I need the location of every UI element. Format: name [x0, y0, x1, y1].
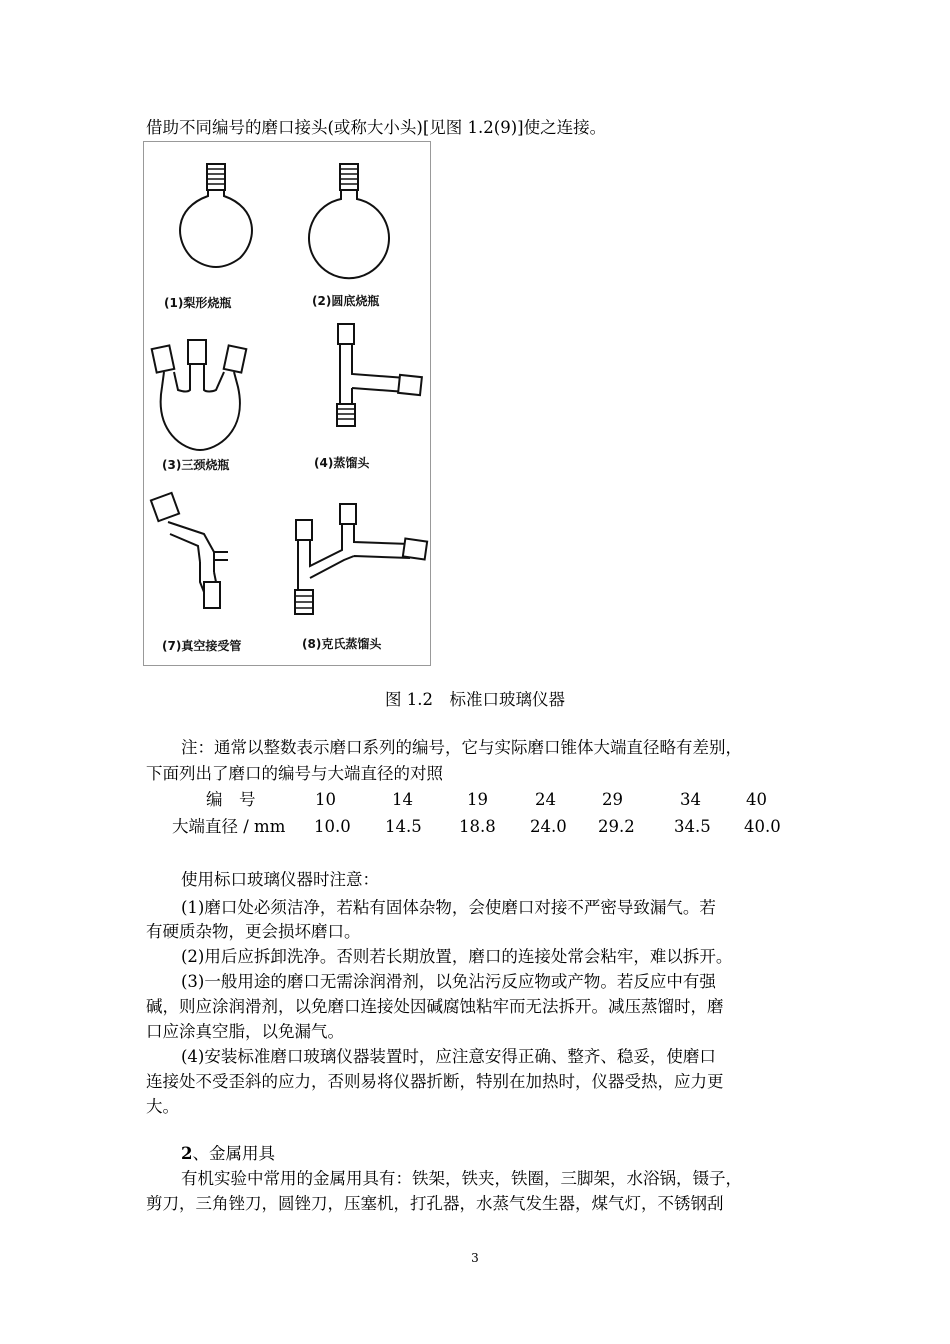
section-number: 2	[181, 1144, 193, 1163]
usage-p3-line-3: 口应涂真空脂，以免漏气。	[146, 1022, 344, 1041]
pear-flask-drawing	[180, 164, 252, 267]
figure-label-7: (7)真空接受管	[162, 639, 242, 653]
table-cell: 19	[467, 790, 488, 809]
section-line-2: 剪刀，三角锉刀，圆锉刀，压塞机，打孔器，水蒸气发生器，煤气灯，不锈钢刮	[146, 1194, 724, 1213]
figure-label-1: (1)梨形烧瓶	[164, 296, 232, 310]
usage-p4-line-2: 连接处不受歪斜的应力，否则易将仪器折断，特别在加热时，仪器受热，应力更	[146, 1072, 724, 1091]
claisen-head-drawing	[295, 504, 427, 614]
size-table	[0, 788, 950, 840]
figure-label-8: (8)克氏蒸馏头	[302, 637, 382, 651]
glassware-figure	[143, 141, 431, 666]
table-cell: 10	[315, 790, 336, 809]
table-cell: 24.0	[530, 817, 567, 836]
usage-title: 使用标口玻璃仪器时注意：	[181, 870, 379, 889]
figure-caption: 图 1.2 标准口玻璃仪器	[385, 690, 565, 709]
figure-label-2: (2)圆底烧瓶	[312, 294, 380, 308]
section-line-1: 有机实验中常用的金属用具有：铁架，铁夹，铁圈，三脚架，水浴锅，镊子，	[181, 1169, 742, 1188]
usage-p1-line-2: 有硬质杂物，更会损坏磨口。	[146, 922, 361, 941]
usage-p4-line-3: 大。	[146, 1097, 179, 1116]
intro-line: 借助不同编号的磨口接头(或称大小头)[见图 1.2(9)]使之连接。	[146, 118, 607, 137]
usage-p1-line-1: (1)磨口处必须洁净，若粘有固体杂物，会使磨口对接不严密导致漏气。若	[181, 898, 716, 917]
note-line-2: 下面列出了磨口的编号与大端直径的对照	[146, 764, 443, 783]
usage-p3-line-2: 碱，则应涂润滑剂，以免磨口连接处因碱腐蚀粘牢而无法拆开。减压蒸馏时，磨	[146, 997, 724, 1016]
section-heading	[181, 1142, 275, 1166]
table-cell: 40	[746, 790, 767, 809]
page-number: 3	[471, 1251, 479, 1265]
vacuum-adapter-drawing	[151, 493, 228, 608]
three-neck-flask-drawing	[152, 340, 247, 450]
glassware-illustration	[144, 142, 430, 665]
usage-p2-line-1: (2)用后应拆卸洗净。否则若长期放置，磨口的连接处常会粘牢，难以拆开。	[181, 947, 733, 966]
table-cell: 34	[680, 790, 701, 809]
round-flask-drawing	[309, 164, 389, 278]
table-cell: 29.2	[598, 817, 635, 836]
table-cell: 34.5	[674, 817, 711, 836]
note-line-1: 注：通常以整数表示磨口系列的编号，它与实际磨口锥体大端直径略有差别，	[181, 738, 742, 757]
section-title: 、金属用具	[192, 1144, 275, 1163]
table-cell: 14.5	[385, 817, 422, 836]
distillation-head-drawing	[337, 324, 422, 426]
row-label-number: 编 号	[206, 790, 256, 809]
figure-label-3: (3)三颈烧瓶	[162, 458, 230, 472]
table-cell: 14	[392, 790, 413, 809]
table-cell: 29	[602, 790, 623, 809]
figure-label-4: (4)蒸馏头	[314, 456, 370, 470]
table-cell: 24	[535, 790, 556, 809]
usage-p3-line-1: (3)一般用途的磨口无需涂润滑剂，以免沾污反应物或产物。若反应中有强	[181, 972, 716, 991]
usage-p4-line-1: (4)安装标准磨口玻璃仪器装置时，应注意安得正确、整齐、稳妥，使磨口	[181, 1047, 716, 1066]
table-cell: 10.0	[314, 817, 351, 836]
table-cell: 40.0	[744, 817, 781, 836]
table-cell: 18.8	[459, 817, 496, 836]
row-label-diameter: 大端直径 / mm	[172, 817, 286, 836]
